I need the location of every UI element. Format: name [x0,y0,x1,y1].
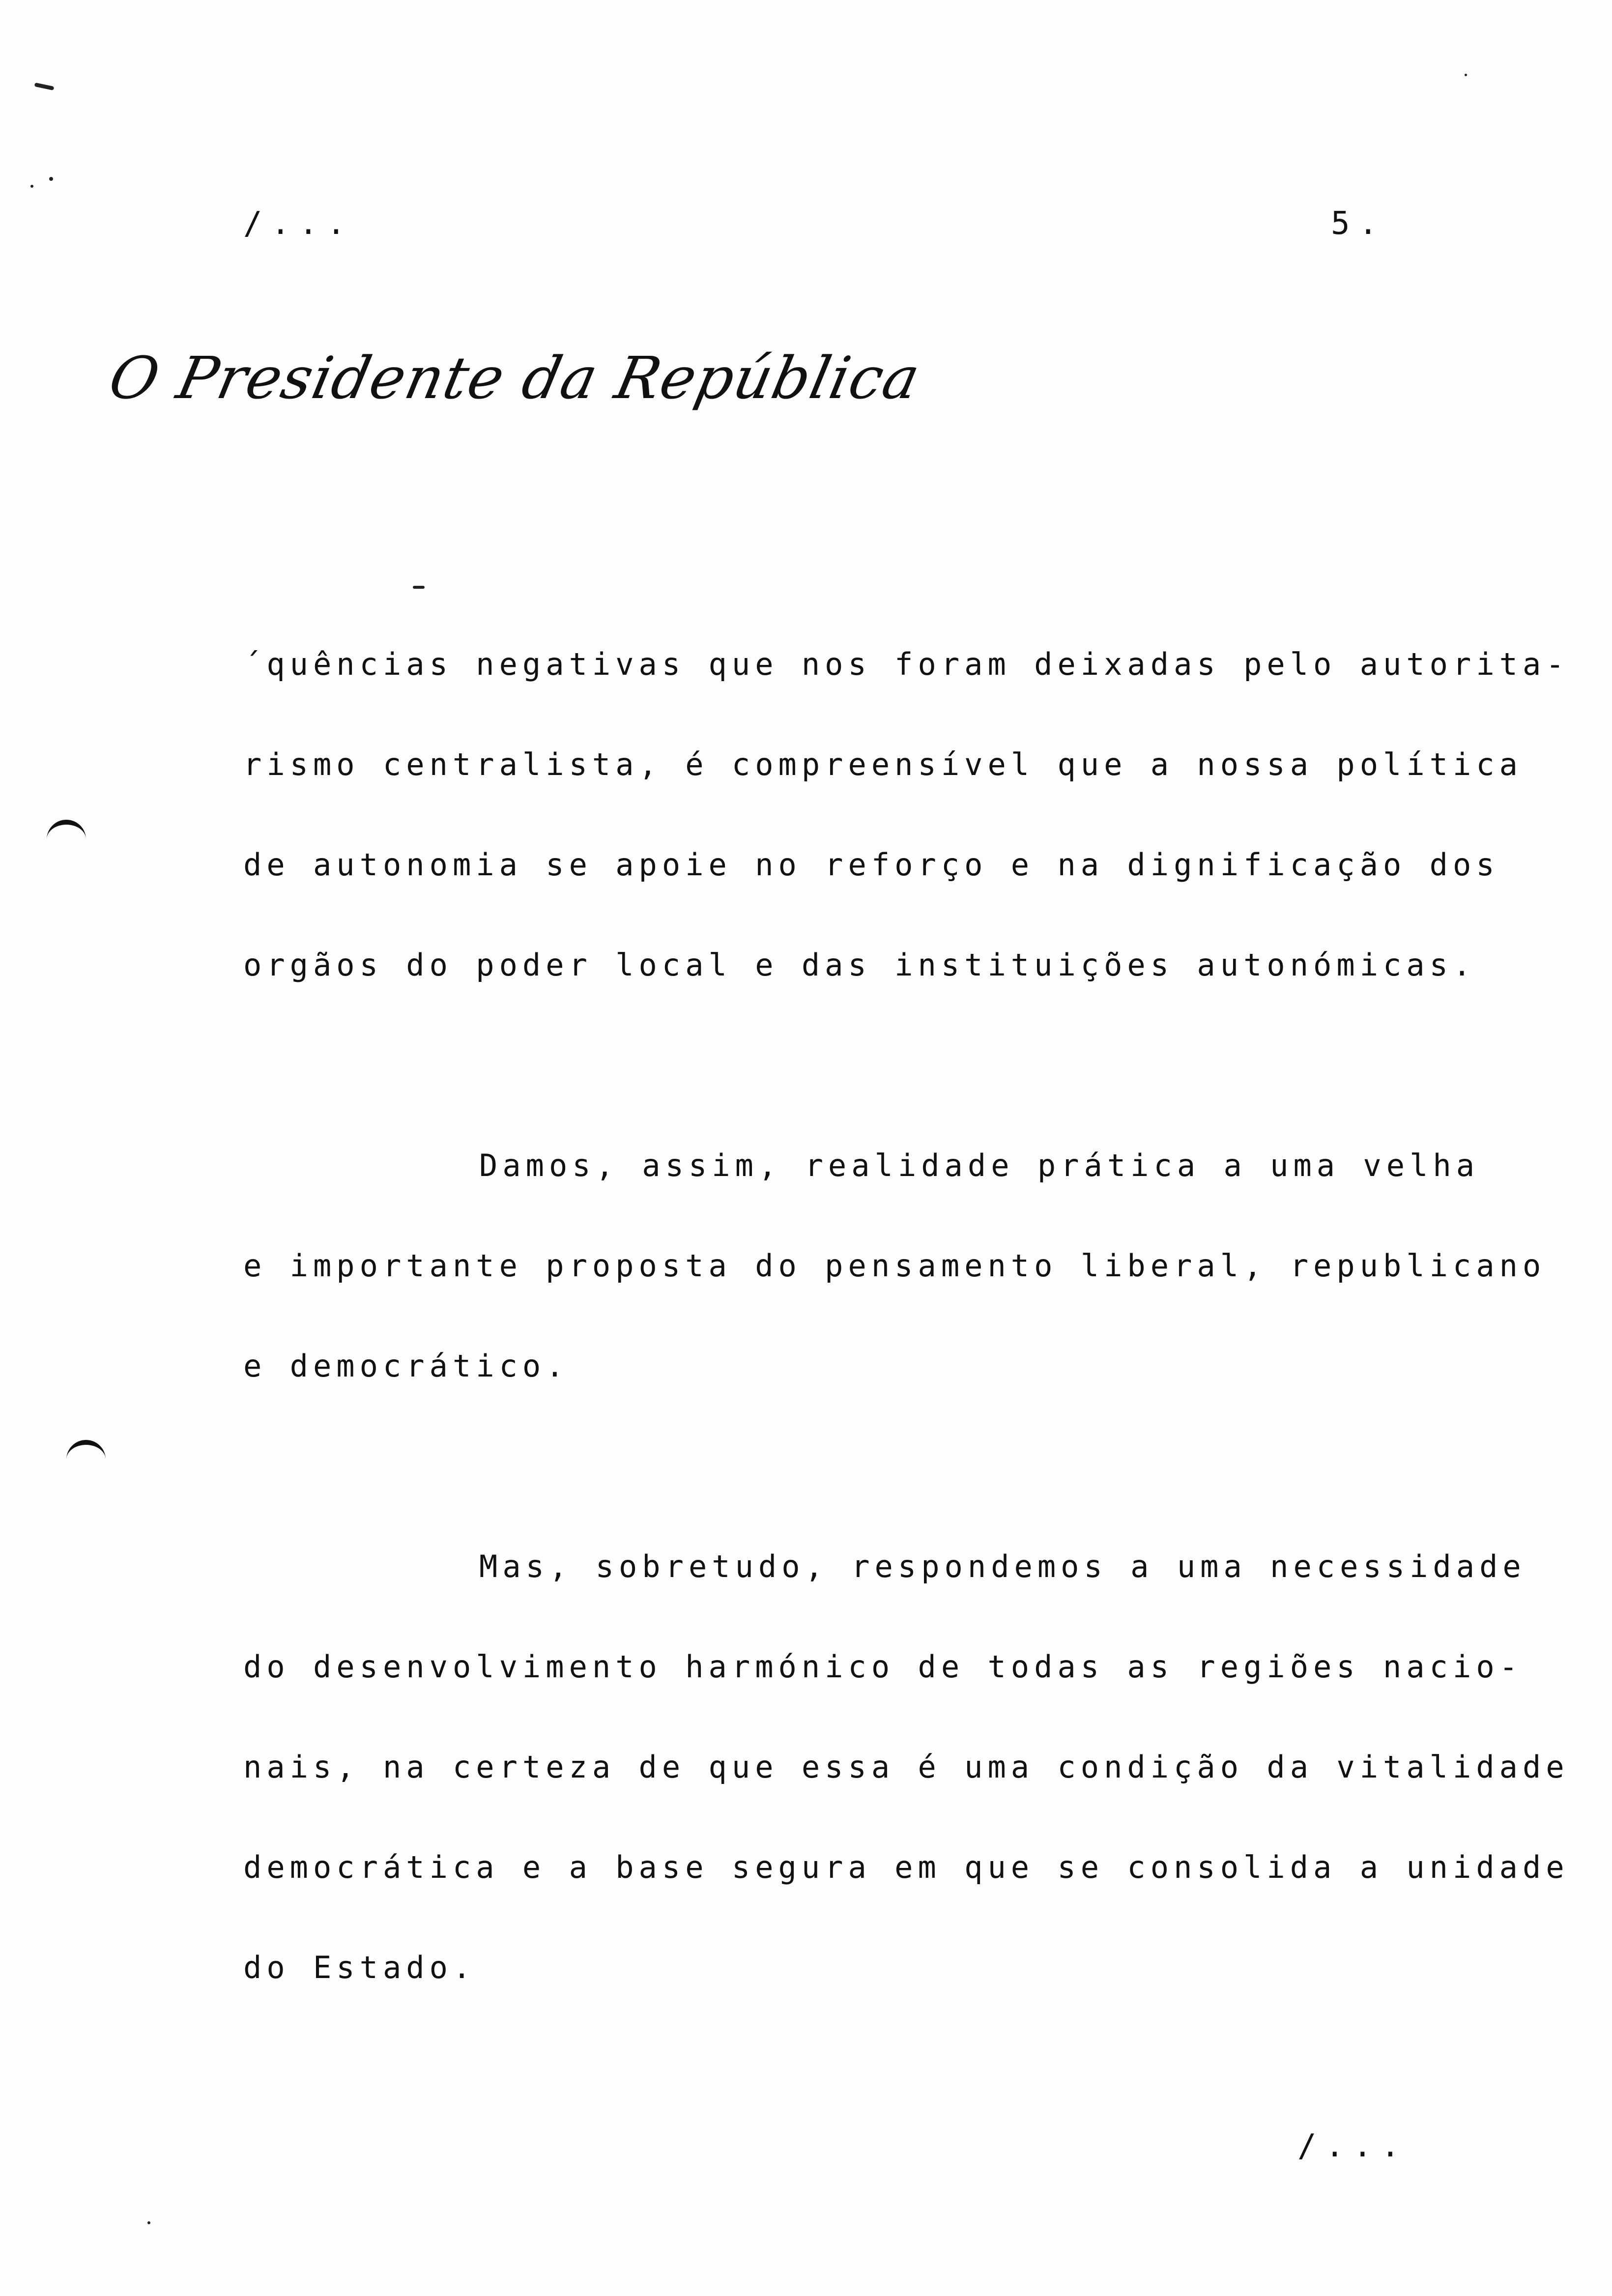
scan-mark [47,820,86,844]
letterhead-signature: O Presidente da República [103,344,927,412]
scan-speck [147,2221,150,2224]
text-line: do desenvolvimento harmónico de todas as regiões nacio- [243,1649,1523,1685]
text-line: ´quências negativas que nos foram deixadas pelo autorita- [243,646,1569,682]
text-line: orgãos do poder local e das instituições autonómicas. [243,947,1476,983]
continuation-marker-bottom: /... [1297,2128,1409,2164]
paragraph-3 [243,1517,1569,2018]
scan-speck [49,177,53,181]
scan-speck [30,185,33,188]
text-line: e importante proposta do pensamento liberal, republicano [243,1248,1546,1284]
text-line: e democrático. [243,1348,569,1384]
paragraph-1 [243,614,1569,1015]
paragraph-spacer [243,1416,1393,1517]
text-line: Damos, assim, realidade prática a uma velha [479,1148,1480,1183]
text-line: de autonomia se apoie no reforço e na dignificação dos [243,847,1499,883]
scan-mark [66,1440,106,1464]
text-line: rismo centralista, é compreensível que a nossa política [243,746,1523,782]
paragraph-2 [243,1116,1546,1416]
text-line: democrática e a base segura em que se consolida a unidade [243,1849,1569,1885]
page-number: 5. [1331,205,1387,242]
text-line: nais, na certeza de que essa é uma condição da vitalidade [243,1749,1569,1785]
document-body [243,614,1569,2018]
scan-speck [34,83,55,90]
text-line: do Estado. [243,1950,476,1985]
paragraph-spacer [243,1015,1393,1116]
text-line: Mas, sobretudo, respondemos a uma necessidade [479,1549,1526,1584]
scan-speck [413,586,425,589]
scan-speck [1465,74,1467,76]
continuation-marker-top: /... [243,205,355,242]
